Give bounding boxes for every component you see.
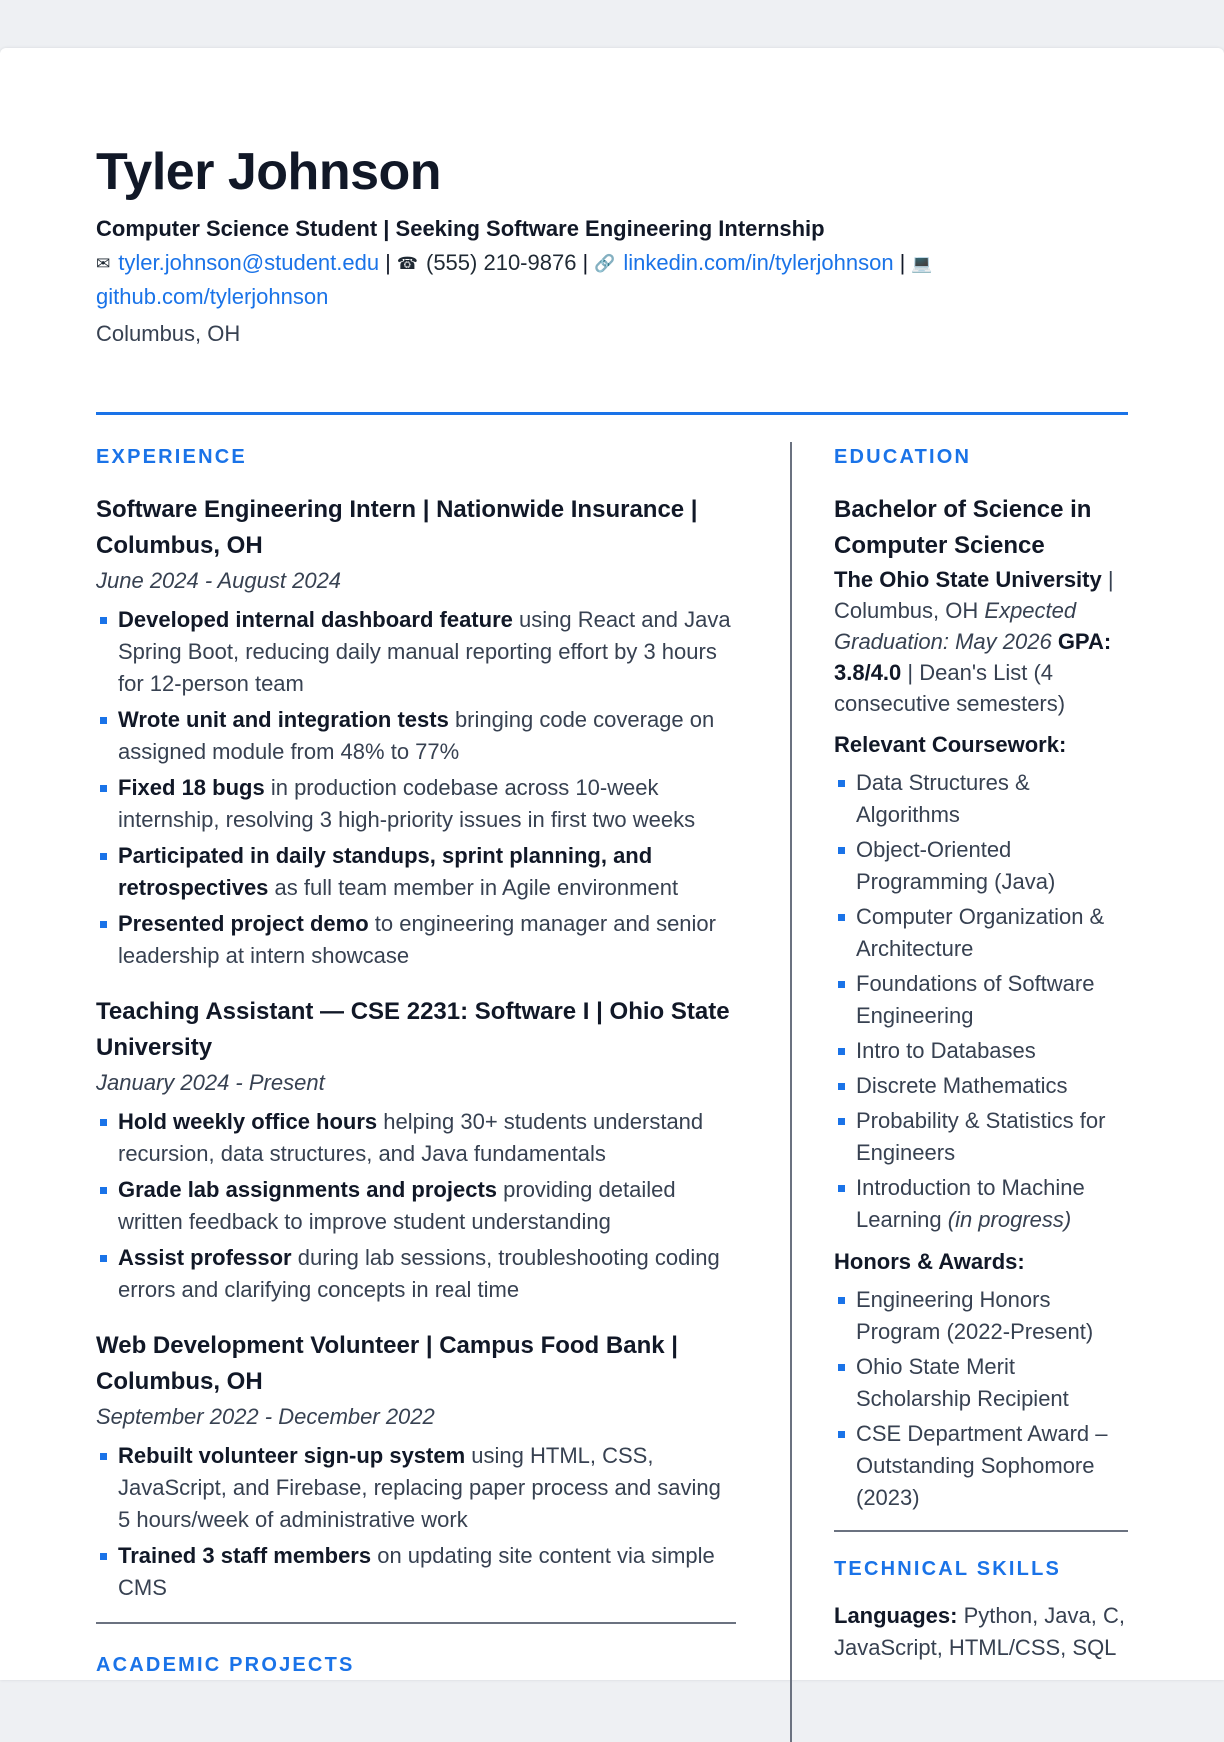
university-name: The Ohio State University xyxy=(834,567,1102,592)
coursework-item xyxy=(834,1105,1128,1169)
job-entry xyxy=(96,1328,736,1604)
bullet-highlight: Wrote unit and integration tests xyxy=(118,707,449,732)
bullet-highlight: Fixed 18 bugs xyxy=(118,775,265,800)
bullet-highlight: Presented project demo xyxy=(118,911,369,936)
separator: | xyxy=(582,250,589,275)
coursework-item xyxy=(834,901,1128,965)
bullet-highlight: Assist professor xyxy=(118,1245,292,1270)
honors-list xyxy=(834,1284,1128,1514)
course-name: Introduction to Machine Learning xyxy=(856,1175,1085,1232)
envelope-icon: ✉ xyxy=(96,254,111,273)
job-bullet xyxy=(96,772,736,836)
job-entry xyxy=(96,994,736,1306)
job-dates: January 2024 - Present xyxy=(96,1070,325,1095)
course-name: Intro to Databases xyxy=(856,1038,1036,1063)
job-bullet xyxy=(96,1174,736,1238)
left-column xyxy=(96,444,736,1678)
course-name: Computer Organization & Architecture xyxy=(856,904,1105,961)
coursework-item xyxy=(834,968,1128,1032)
github-link[interactable]: github.com/tylerjohnson xyxy=(96,284,329,309)
skills-languages-label: Languages: xyxy=(834,1603,958,1628)
headline: Computer Science Student | Seeking Software Engineering Internship xyxy=(96,216,825,241)
education-details xyxy=(834,564,1128,719)
education-location: Columbus, OH xyxy=(834,598,985,623)
separator: | xyxy=(899,250,906,275)
bullet-text: in production codebase across 10-week internship, resolving 3 high-priority issues in first two weeks xyxy=(118,775,696,832)
bullet-highlight: Participated in daily standups, sprint planning, and retrospectives xyxy=(118,843,653,900)
section-divider xyxy=(96,1622,736,1624)
job-bullets xyxy=(96,1440,736,1604)
bullet-highlight: Developed internal dashboard feature xyxy=(118,607,513,632)
honor-item: CSE Department Award – Outstanding Sophomore (2023) xyxy=(834,1418,1128,1514)
graduation-date: Expected Graduation: May 2026 xyxy=(834,598,1077,654)
bullet-text: as full team member in Agile environment xyxy=(268,875,679,900)
linkedin-link[interactable]: linkedin.com/in/tylerjohnson xyxy=(623,250,894,275)
link-icon: 🔗 xyxy=(594,254,616,273)
coursework-title: Relevant Coursework: xyxy=(834,732,1067,757)
skills-languages xyxy=(834,1600,1128,1664)
job-title: Web Development Volunteer | Campus Food Bank | Columbus, OH xyxy=(96,1332,678,1395)
separator: | xyxy=(385,250,391,275)
bullet-highlight: Trained 3 staff members xyxy=(118,1543,372,1568)
deans-list: | Dean's List (4 consecutive semesters) xyxy=(834,660,1066,716)
separator: | xyxy=(1101,567,1114,592)
honor-item: Ohio State Merit Scholarship Recipient xyxy=(834,1351,1128,1415)
phone-number: (555) 210-9876 xyxy=(426,250,577,275)
resume-page xyxy=(0,48,1224,1680)
bullet-text: to engineering manager and senior leadership at intern showcase xyxy=(118,911,716,968)
course-name: Probability & Statistics for Engineers xyxy=(856,1108,1106,1165)
coursework-item xyxy=(834,834,1128,898)
phone-icon: ☎ xyxy=(396,254,418,273)
bullet-text: on updating site content via simple CMS xyxy=(118,1543,715,1600)
bullet-text: bringing code coverage on assigned module from 48% to 77% xyxy=(118,707,715,764)
candidate-name: Tyler Johnson xyxy=(96,143,442,201)
section-divider xyxy=(834,1530,1128,1532)
bullet-highlight: Rebuilt volunteer sign-up system xyxy=(118,1443,466,1468)
bullet-text: using HTML, CSS, JavaScript, and Firebase, replacing paper process and saving 5 hours/week of administrative work xyxy=(118,1443,721,1532)
contact-line xyxy=(96,246,1128,313)
coursework-item xyxy=(834,1070,1128,1102)
job-bullet xyxy=(96,604,736,700)
job-bullet xyxy=(96,1106,736,1170)
education-section-title: EDUCATION xyxy=(834,446,972,468)
job-bullets xyxy=(96,604,736,972)
header-divider xyxy=(96,412,1128,415)
bullet-text: providing detailed written feedback to improve student understanding xyxy=(118,1177,676,1234)
email-link[interactable]: tyler.johnson@student.edu xyxy=(118,250,380,275)
job-dates: September 2022 - December 2022 xyxy=(96,1404,435,1429)
experience-list xyxy=(96,492,736,1604)
honors-title: Honors & Awards: xyxy=(834,1249,1025,1274)
bullet-highlight: Hold weekly office hours xyxy=(118,1109,378,1134)
job-bullet xyxy=(96,1540,736,1604)
course-name: Object-Oriented Programming (Java) xyxy=(856,837,1056,894)
laptop-icon: 💻 xyxy=(911,254,933,273)
job-bullet xyxy=(96,1440,736,1536)
job-bullet xyxy=(96,704,736,768)
course-name: Foundations of Software Engineering xyxy=(856,971,1095,1028)
job-title: Teaching Assistant — CSE 2231: Software I | Ohio State University xyxy=(96,998,730,1061)
job-bullets xyxy=(96,1106,736,1306)
gpa: GPA: 3.8/4.0 xyxy=(834,629,1112,685)
coursework-item xyxy=(834,1172,1128,1236)
course-name: Discrete Mathematics xyxy=(856,1073,1068,1098)
coursework-item xyxy=(834,767,1128,831)
bullet-highlight: Grade lab assignments and projects xyxy=(118,1177,498,1202)
column-divider xyxy=(790,442,792,1742)
course-note: (in progress) xyxy=(947,1207,1072,1232)
skills-languages-value: Python, Java, C, JavaScript, HTML/CSS, SQL xyxy=(834,1603,1125,1660)
bullet-text: using React and Java Spring Boot, reducing daily manual reporting effort by 3 hours for 12-person team xyxy=(118,607,731,696)
course-name: Data Structures & Algorithms xyxy=(856,770,1030,827)
location: Columbus, OH xyxy=(96,321,241,346)
job-dates: June 2024 - August 2024 xyxy=(96,568,342,593)
coursework-item xyxy=(834,1035,1128,1067)
projects-section-title: ACADEMIC PROJECTS xyxy=(96,1654,355,1676)
bullet-text: helping 30+ students understand recursion, data structures, and Java fundamentals xyxy=(118,1109,704,1166)
coursework-list xyxy=(834,767,1128,1236)
job-entry xyxy=(96,492,736,972)
job-bullet xyxy=(96,1242,736,1306)
skills-section-title: TECHNICAL SKILLS xyxy=(834,1558,1062,1580)
job-title: Software Engineering Intern | Nationwide Insurance | Columbus, OH xyxy=(96,496,698,559)
honor-item: Engineering Honors Program (2022-Present) xyxy=(834,1284,1128,1348)
right-column xyxy=(834,444,1128,1664)
experience-section-title: EXPERIENCE xyxy=(96,446,247,468)
job-bullet xyxy=(96,840,736,904)
degree: Bachelor of Science in Computer Science xyxy=(834,496,1092,559)
job-bullet xyxy=(96,908,736,972)
bullet-text: during lab sessions, troubleshooting coding errors and clarifying concepts in real time xyxy=(118,1245,720,1302)
resume-header xyxy=(96,140,1128,350)
